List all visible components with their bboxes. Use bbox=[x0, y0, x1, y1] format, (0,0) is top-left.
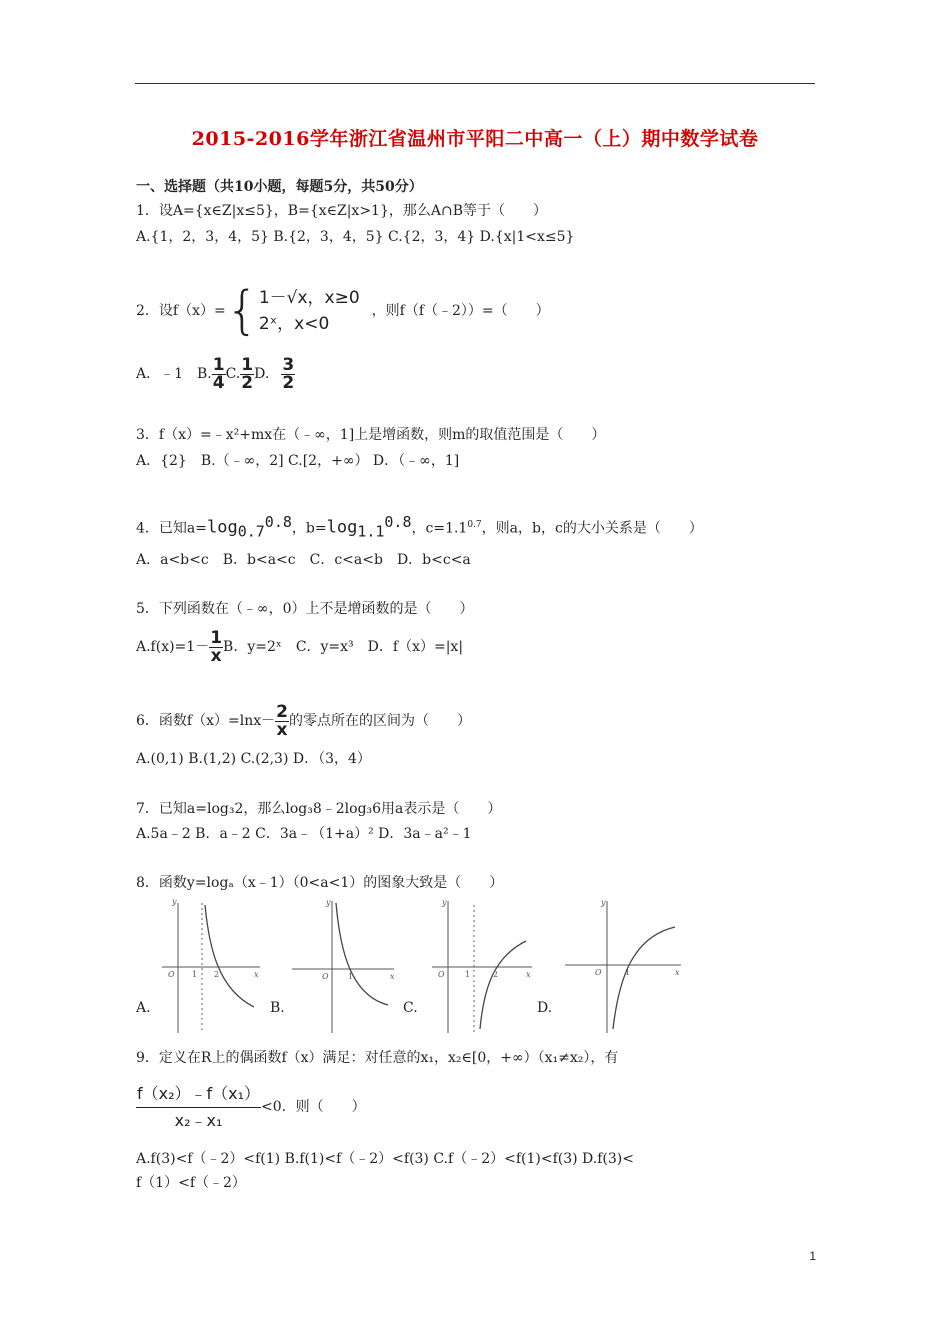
origin-label: O bbox=[168, 970, 175, 979]
x-axis-label: x bbox=[675, 968, 680, 977]
question-6-options: A.(0,1) B.(1,2) C.(2,3) D．（3，4） bbox=[136, 751, 371, 767]
graph-b-label: B. bbox=[270, 1000, 285, 1016]
q4-pre: 4．已知a= bbox=[136, 520, 207, 537]
question-1-stem: 1．设A={x∈Z|x≤5}，B={x∈Z|x>1}，那么A∩B等于（ ） bbox=[136, 203, 547, 219]
frac-b: $\frac{1}{4}$ bbox=[212, 354, 225, 393]
question-6-stem bbox=[136, 700, 471, 742]
q4-tail: ，则a，b，c的大小关系是（ ） bbox=[481, 520, 703, 537]
log-b: log bbox=[326, 517, 358, 538]
frac-d: $\frac{3}{2}$ bbox=[282, 354, 295, 393]
question-7-stem: 7．已知a=log₃2，那么log₃8﹣2log₃6用a表示是（ ） bbox=[136, 801, 502, 817]
graph-c-label: C. bbox=[403, 1000, 418, 1016]
q9-frac-den: x₂﹣x₁ bbox=[174, 1110, 223, 1130]
q6-post: 的零点所在的区间为（ ） bbox=[288, 713, 471, 729]
x-axis-label: x bbox=[254, 970, 259, 979]
c-exponent: 0.7 bbox=[467, 520, 482, 530]
piecewise-cases bbox=[259, 285, 360, 337]
origin-label: O bbox=[322, 972, 329, 981]
log-a-arg: 0.8 bbox=[264, 513, 292, 531]
question-9-options-line-1: A.f(3)<f（﹣2）<f(1) B.f(1)<f（﹣2）<f(3) C.f（﹣2）<f(1)<f(3) D.f(3)< bbox=[136, 1151, 634, 1167]
tick-1-label: 1 bbox=[192, 970, 198, 979]
question-4-stem bbox=[136, 505, 703, 548]
question-5-stem: 5．下列函数在（﹣∞，0）上不是增函数的是（ ） bbox=[136, 601, 474, 617]
case-2: 2ˣ，x<0 bbox=[258, 314, 330, 334]
question-1-options: A.{1，2，3，4，5} B.{2，3，4，5} C.{2，3，4} D.{x|1<x≤5} bbox=[136, 229, 575, 245]
header-rule bbox=[135, 83, 815, 84]
q6-frac: $\frac{2}{x}$ bbox=[276, 701, 288, 740]
graph-d bbox=[563, 897, 685, 1037]
question-7-options: A.5a﹣2 B．a﹣2 C．3a﹣（1+a）² D．3a﹣a²﹣1 bbox=[136, 826, 472, 842]
q2-opt-a: A．﹣1 B. bbox=[136, 366, 212, 382]
q4-post: ，c=1.1 bbox=[411, 520, 468, 537]
q9-cond: <0．则（ ） bbox=[261, 1099, 366, 1115]
brace-glyph: { bbox=[225, 281, 259, 341]
log-b-base: 1.1 bbox=[357, 522, 385, 541]
question-3-stem: 3．f（x）=﹣x²+mx在（﹣∞，1]上是增函数，则m的取值范围是（ ） bbox=[136, 427, 606, 443]
q5-rest: B．y=2ˣ C．y=x³ D．f（x）=|x| bbox=[223, 639, 464, 655]
tick-1-label: 1 bbox=[348, 972, 354, 981]
q6-pre: 6．函数f（x）=lnx－ bbox=[136, 713, 276, 729]
question-4-options: A．a<b<c B．b<a<c C．c<a<b D．b<c<a bbox=[136, 552, 471, 568]
tick-1-label: 1 bbox=[465, 970, 471, 979]
graph-d-label: D. bbox=[537, 1000, 553, 1016]
question-5-options bbox=[136, 626, 463, 668]
question-9-condition bbox=[136, 1078, 366, 1136]
log-a: log bbox=[206, 517, 238, 538]
q5-frac: $\frac{1}{x}$ bbox=[210, 627, 223, 666]
graph-c bbox=[430, 897, 536, 1037]
y-axis-label: y bbox=[326, 898, 331, 907]
q9-frac-num: f（x₂）﹣f（x₁） bbox=[136, 1081, 261, 1108]
case-1: 1－√x，x≥0 bbox=[258, 288, 360, 308]
question-2-prefix: 2．设f（x）= bbox=[136, 303, 226, 319]
question-2-options bbox=[136, 352, 295, 396]
y-axis-label: y bbox=[442, 898, 447, 907]
q2-opt-c-label: C. bbox=[225, 366, 241, 382]
x-axis-label: x bbox=[390, 972, 395, 981]
question-3-options: A．{2} B.（﹣∞，2] C.[2，+∞） D．（﹣∞，1] bbox=[136, 453, 460, 469]
graph-b bbox=[290, 897, 400, 1037]
graph-a-label: A. bbox=[136, 1000, 151, 1016]
origin-label: O bbox=[595, 968, 602, 977]
question-2-suffix: ，则f（f（﹣2））=（ ） bbox=[371, 303, 550, 319]
question-2 bbox=[136, 283, 550, 339]
question-9-options-line-2: f（1）<f（﹣2） bbox=[136, 1175, 246, 1191]
question-8-stem: 8．函数y=logₐ（x﹣1）（0<a<1）的图象大致是（ ） bbox=[136, 875, 504, 891]
x-axis-label: x bbox=[526, 970, 531, 979]
tick-1-label: 1 bbox=[625, 968, 631, 977]
q9-fraction bbox=[136, 1081, 261, 1134]
graph-a bbox=[160, 897, 266, 1037]
log-a-base: 0.7 bbox=[237, 522, 265, 541]
q2-opt-d-label: D. bbox=[254, 366, 270, 382]
section-heading: 一、选择题（共10小题，每题5分，共50分） bbox=[136, 179, 423, 195]
log-b-arg: 0.8 bbox=[384, 513, 412, 531]
question-9-stem: 9．定义在R上的偶函数f（x）满足：对任意的x₁，x₂∈[0，+∞）（x₁≠x₂），有 bbox=[136, 1050, 619, 1066]
q5-opt-a: A.f(x)=1－ bbox=[136, 639, 210, 655]
q4-mid: ，b= bbox=[291, 520, 327, 537]
frac-c: $\frac{1}{2}$ bbox=[241, 354, 254, 393]
y-axis-label: y bbox=[172, 897, 177, 906]
origin-label: O bbox=[438, 970, 445, 979]
tick-2-label: 2 bbox=[214, 970, 220, 979]
page-title: 2015-2016学年浙江省温州市平阳二中高一（上）期中数学试卷 bbox=[191, 128, 759, 150]
page-number: 1 bbox=[809, 1249, 816, 1263]
y-axis-label: y bbox=[601, 898, 606, 907]
tick-2-label: 2 bbox=[493, 970, 499, 979]
